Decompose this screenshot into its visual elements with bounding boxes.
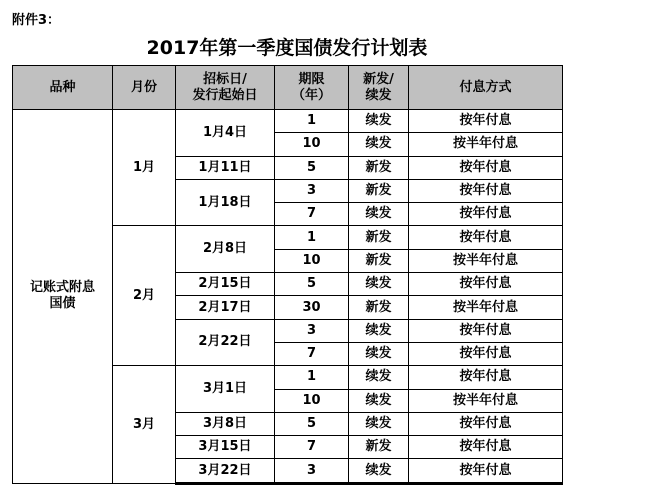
interest-cell: 按半年付息: [409, 249, 563, 272]
issuance-plan-table: [12, 65, 563, 485]
type-cell: 续发: [349, 366, 409, 389]
interest-cell: 按年付息: [409, 110, 563, 133]
header-interest: 付息方式: [409, 66, 563, 110]
term-cell: 7: [275, 342, 349, 365]
date-cell: 2月15日: [176, 273, 275, 296]
month-cell: 2月: [113, 226, 176, 366]
term-cell: 3: [275, 459, 349, 483]
type-cell: 续发: [349, 459, 409, 483]
date-cell: 2月8日: [176, 226, 275, 273]
header-variety: 品种: [13, 66, 113, 110]
date-cell: 1月18日: [176, 179, 275, 226]
interest-cell: 按年付息: [409, 412, 563, 435]
term-cell: 5: [275, 412, 349, 435]
term-cell: 3: [275, 319, 349, 342]
type-cell: 续发: [349, 412, 409, 435]
type-cell: 续发: [349, 110, 409, 133]
table-row: [13, 110, 563, 133]
header-term: 期限 （年）: [275, 66, 349, 110]
variety-cell: 记账式附息 国债: [13, 110, 113, 484]
term-cell: 1: [275, 226, 349, 249]
date-cell: 2月17日: [176, 296, 275, 319]
term-cell: 7: [275, 203, 349, 226]
date-cell: 3月8日: [176, 412, 275, 435]
interest-cell: 按半年付息: [409, 296, 563, 319]
interest-cell: 按年付息: [409, 203, 563, 226]
term-cell: 10: [275, 133, 349, 156]
interest-cell: 按年付息: [409, 226, 563, 249]
type-cell: 新发: [349, 226, 409, 249]
interest-cell: 按年付息: [409, 179, 563, 202]
term-cell: 7: [275, 436, 349, 459]
term-cell: 10: [275, 249, 349, 272]
interest-cell: 按年付息: [409, 459, 563, 483]
header-month: 月份: [113, 66, 176, 110]
type-cell: 新发: [349, 156, 409, 179]
term-cell: 10: [275, 389, 349, 412]
header-row: [13, 66, 563, 110]
interest-cell: 按年付息: [409, 319, 563, 342]
type-cell: 续发: [349, 389, 409, 412]
date-cell: 1月4日: [176, 110, 275, 157]
interest-cell: 按年付息: [409, 156, 563, 179]
type-cell: 续发: [349, 273, 409, 296]
date-cell: 3月1日: [176, 366, 275, 413]
interest-cell: 按年付息: [409, 436, 563, 459]
type-cell: 新发: [349, 296, 409, 319]
interest-cell: 按半年付息: [409, 133, 563, 156]
type-cell: 续发: [349, 319, 409, 342]
date-cell: 2月22日: [176, 319, 275, 366]
type-cell: 新发: [349, 436, 409, 459]
type-cell: 续发: [349, 133, 409, 156]
attachment-label: 附件3：: [12, 13, 61, 28]
term-cell: 1: [275, 366, 349, 389]
interest-cell: 按年付息: [409, 273, 563, 296]
interest-cell: 按年付息: [409, 366, 563, 389]
date-cell: 1月11日: [176, 156, 275, 179]
type-cell: 续发: [349, 342, 409, 365]
page-title: 2017年第一季度国债发行计划表: [146, 37, 428, 59]
term-cell: 5: [275, 273, 349, 296]
term-cell: 3: [275, 179, 349, 202]
month-cell: 3月: [113, 366, 176, 483]
date-cell: 3月15日: [176, 436, 275, 459]
header-type: 新发/ 续发: [349, 66, 409, 110]
term-cell: 5: [275, 156, 349, 179]
header-date: 招标日/ 发行起始日: [176, 66, 275, 110]
month-cell: 1月: [113, 110, 176, 226]
type-cell: 新发: [349, 249, 409, 272]
interest-cell: 按半年付息: [409, 389, 563, 412]
interest-cell: 按年付息: [409, 342, 563, 365]
term-cell: 1: [275, 110, 349, 133]
type-cell: 续发: [349, 203, 409, 226]
type-cell: 新发: [349, 179, 409, 202]
term-cell: 30: [275, 296, 349, 319]
date-cell: 3月22日: [176, 459, 275, 483]
